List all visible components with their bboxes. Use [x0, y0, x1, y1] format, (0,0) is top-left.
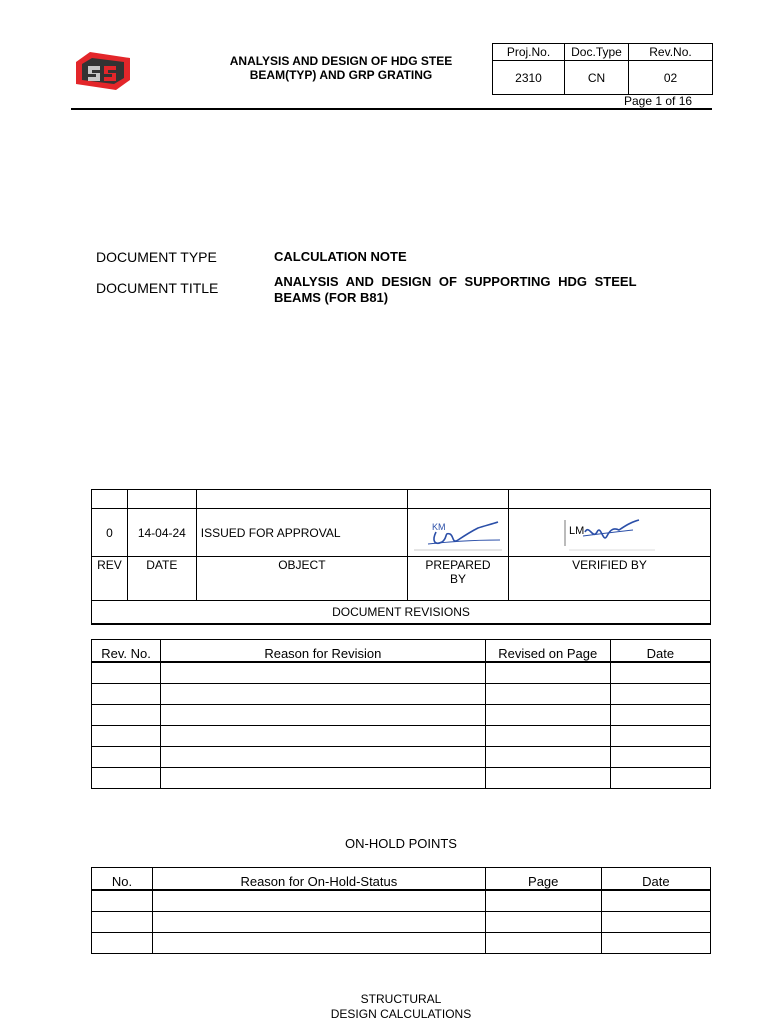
approval-cell — [127, 490, 196, 509]
verified-initials: LM — [568, 524, 585, 537]
on-hold-header-no: No. — [92, 868, 153, 891]
header-divider — [71, 108, 712, 110]
verified-signature-cell — [508, 509, 710, 557]
table-row — [92, 684, 711, 705]
proj-no-value: 2310 — [493, 61, 565, 95]
approval-header-prepared: PREPARED BY — [407, 557, 508, 601]
doc-type-value: CN — [565, 61, 629, 95]
table-row — [92, 768, 711, 789]
prepared-signature-cell — [407, 509, 508, 557]
on-hold-header-date: Date — [601, 868, 710, 891]
header-title — [200, 54, 482, 82]
rev-no-value: 02 — [629, 61, 713, 95]
approval-date-value: 14-04-24 — [127, 509, 196, 557]
approval-cell — [508, 490, 710, 509]
table-row — [92, 705, 711, 726]
revisions-header-date: Date — [610, 640, 710, 663]
revisions-header-reason: Reason for Revision — [161, 640, 486, 663]
rev-no-label: Rev.No. — [629, 44, 713, 61]
approval-header-rev: REV — [92, 557, 128, 601]
on-hold-points-title: ON-HOLD POINTS — [345, 836, 457, 851]
document-type-value: CALCULATION NOTE — [274, 249, 407, 264]
prepared-initials: KM — [431, 521, 446, 532]
table-row — [92, 912, 711, 933]
footer-line1: STRUCTURAL — [360, 992, 442, 1006]
table-row — [92, 890, 711, 912]
on-hold-header-reason: Reason for On-Hold-Status — [153, 868, 486, 891]
header-info-table — [492, 43, 713, 95]
footer — [0, 992, 768, 1022]
header-title-line2: BEAM(TYP) AND GRP GRATING — [249, 68, 433, 82]
prepared-signature — [408, 510, 508, 556]
on-hold-table — [91, 867, 711, 954]
revisions-header-page: Revised on Page — [485, 640, 610, 663]
document-title-label: DOCUMENT TITLE — [96, 280, 219, 296]
verified-signature — [509, 510, 709, 556]
company-logo — [72, 50, 134, 92]
table-row — [92, 747, 711, 768]
approval-table — [91, 489, 711, 625]
revisions-table — [91, 639, 711, 789]
on-hold-header-page: Page — [485, 868, 601, 891]
document-title-value-line2: BEAMS (FOR B81) — [274, 290, 389, 305]
table-row — [92, 662, 711, 684]
doc-type-label: Doc.Type — [565, 44, 629, 61]
document-title-value-line1: ANALYSIS AND DESIGN OF SUPPORTING HDG STEEL — [274, 274, 637, 289]
revisions-header-rev-no: Rev. No. — [92, 640, 161, 663]
header-title-line1: ANALYSIS AND DESIGN OF HDG STEE — [229, 54, 453, 68]
table-row — [92, 726, 711, 747]
proj-no-label: Proj.No. — [493, 44, 565, 61]
approval-header-date: DATE — [127, 557, 196, 601]
approval-header-verified: VERIFIED BY — [508, 557, 710, 601]
approval-rev-value: 0 — [92, 509, 128, 557]
approval-header-object: OBJECT — [196, 557, 407, 601]
approval-object-value: ISSUED FOR APPROVAL — [196, 509, 407, 557]
approval-cell — [196, 490, 407, 509]
table-row — [92, 933, 711, 954]
approval-cell — [92, 490, 128, 509]
footer-line2: DESIGN CALCULATIONS — [330, 1007, 472, 1021]
document-type-label: DOCUMENT TYPE — [96, 249, 217, 265]
approval-cell — [407, 490, 508, 509]
document-revisions-caption: DOCUMENT REVISIONS — [92, 601, 711, 625]
page-number: Page 1 of 16 — [624, 94, 693, 108]
